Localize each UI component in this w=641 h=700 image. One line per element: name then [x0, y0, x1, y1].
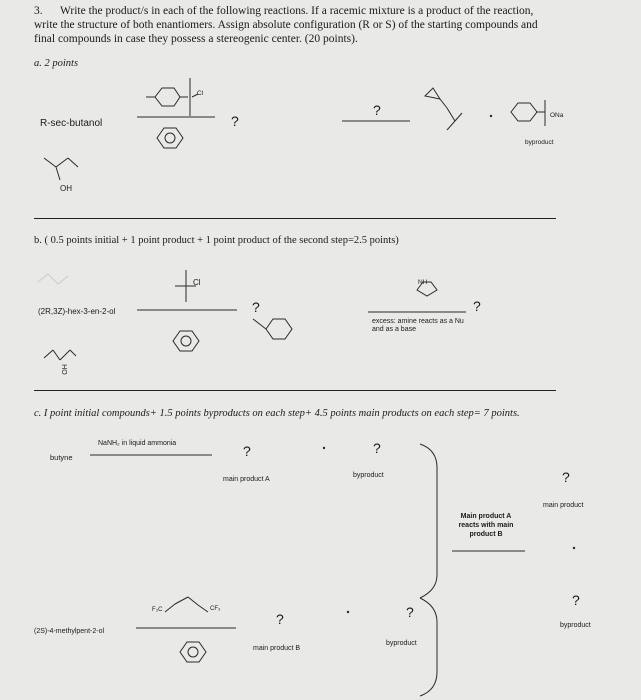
part-c-reagent-1: NaNH₂ in liquid ammonia	[98, 440, 177, 447]
part-a-oh-label: OH	[60, 184, 72, 193]
part-c-final-byproduct: ?	[572, 592, 580, 608]
part-a-reagent-structure	[425, 88, 462, 130]
bracket-top	[420, 444, 437, 598]
pyridine-b	[173, 331, 199, 351]
part-c-cf3-label: CF₃	[210, 606, 221, 612]
question-number: 3.	[34, 5, 43, 17]
sulfonate-byproduct	[511, 100, 545, 126]
part-b-oh-label: OH	[61, 364, 69, 375]
mesyl-chloride-structure	[175, 270, 196, 302]
part-c-product-1: ?	[243, 443, 251, 459]
part-a-cl-label: Cl	[197, 90, 204, 97]
part-a-ona-label: ONa	[550, 112, 564, 119]
part-b-starting-material: (2R,3Z)-hex-3-en-2-ol	[38, 307, 116, 316]
hexenol-structure	[44, 350, 76, 360]
question-line-2: write the structure of both enantiomers. Assign absolute configuration (R or S) of the starting compounds and	[34, 19, 538, 31]
part-c-f3c-label: F₃C	[152, 607, 163, 613]
part-c-byproduct-1: ?	[373, 440, 381, 456]
part-c-main-product-a: main product A	[223, 476, 270, 483]
part-c-final-product: ?	[562, 469, 570, 485]
part-a-header: a. 2 points	[34, 58, 79, 69]
part-b-cl-label: Cl	[193, 278, 201, 287]
part-c-byproduct-2: ?	[406, 604, 414, 620]
part-c-start-1: butyne	[50, 453, 73, 462]
part-a-step2-product: ?	[373, 102, 381, 118]
part-c-start-2: (2S)-4-methylpent-2-ol	[34, 628, 105, 635]
triflic-anhydride-structure	[165, 597, 208, 612]
part-c-byproduct-label-1: byproduct	[353, 472, 384, 479]
part-c-main-product-b: main product B	[253, 645, 301, 652]
part-c-combine-text: Main product A reacts with main product B	[458, 513, 514, 538]
part-b-nh-label: NH	[418, 279, 428, 286]
tosyl-chloride-structure	[146, 78, 198, 116]
part-c-header: c. I point initial compounds+ 1.5 points byproducts on each step+ 4.5 points main products on each step= 7 points.	[34, 408, 520, 419]
part-c-byproduct-label-2: byproduct	[386, 640, 417, 647]
part-a-byproduct-label: byproduct	[525, 139, 554, 146]
part-c-product-2: ?	[276, 611, 284, 627]
part-b-step1-product: ?	[252, 299, 260, 315]
part-b-step2-product: ?	[473, 298, 481, 314]
part-a-starting-material: R-sec-butanol	[40, 118, 103, 129]
part-b-header: b. ( 0.5 points initial + 1 point product + 1 point product of the second step=2.5 points)	[34, 235, 399, 246]
bracket-bottom	[420, 598, 437, 696]
pyridine-a	[157, 128, 183, 148]
part-b-note: excess: amine reacts as a Nu and as a base	[372, 318, 464, 333]
sec-butanol-structure	[44, 158, 78, 180]
part-c-final-label: main product	[543, 502, 584, 509]
pyrrolidine-structure	[417, 282, 437, 296]
question-line-1: Write the product/s in each of the following reactions. If a racemic mixture is a product of the reaction,	[60, 5, 534, 17]
pyridine-c	[180, 642, 206, 662]
part-a-step1-product: ?	[231, 113, 239, 129]
question-line-3: final compounds in case they possess a stereogenic center. (20 points).	[34, 33, 358, 45]
hexenol-faint	[38, 274, 68, 284]
part-c-final-byproduct-label: byproduct	[560, 622, 591, 629]
cyclohexene-structure	[253, 319, 292, 339]
